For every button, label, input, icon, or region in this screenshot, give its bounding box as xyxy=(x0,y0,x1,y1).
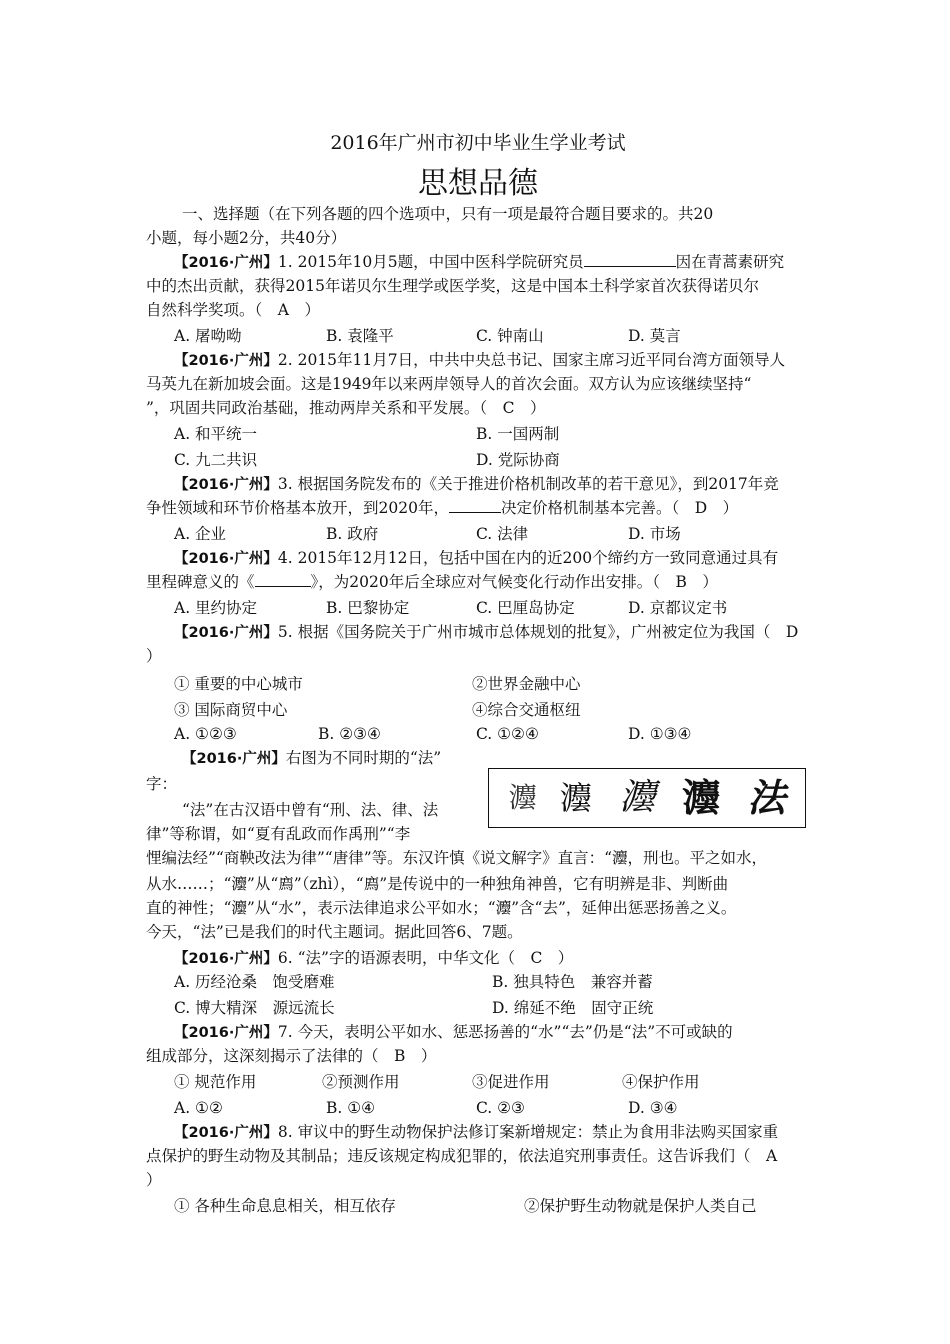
option: B. 政府 xyxy=(326,525,379,543)
option: D. ③④ xyxy=(628,1099,678,1117)
option: D. 莫言 xyxy=(628,327,681,345)
question-8-text: 点保护的野生动物及其制品；违反该规定构成犯罪的，依法追究刑事责任。这告诉我们（ A xyxy=(146,1147,778,1165)
section-heading-cont: 小题，每小题2分，共40分） xyxy=(146,229,347,247)
source-tag: 【2016·广州】 xyxy=(174,551,278,567)
question-8: 【2016·广州】8. 审议中的野生动物保护法修订案新增规定：禁止为食用非法购买国家重 xyxy=(174,1123,779,1141)
option: B. 独具特色 兼容并蓄 xyxy=(492,973,653,991)
statement-item: ④保护作用 xyxy=(622,1073,700,1091)
question-5-text: ） xyxy=(146,647,162,665)
source-tag: 【2016·广州】 xyxy=(182,751,286,767)
option: A. 和平统一 xyxy=(174,425,258,443)
section-heading: 一、选择题（在下列各题的四个选项中，只有一项是最符合题目要求的。共20 xyxy=(182,205,714,223)
option: A. 企业 xyxy=(174,525,227,543)
question-2-text: ”，巩固共同政治基础，推动两岸关系和平发展。（ C ） xyxy=(146,399,546,417)
statement-item: ②预测作用 xyxy=(322,1073,400,1091)
passage-text: 律”等称谓，如“夏有乱政而作禹刑”“李 xyxy=(146,825,411,843)
option: A. 屠呦呦 xyxy=(174,327,242,345)
question-4-text: 里程碑意义的《 》，为2020年后全球应对气候变化行动作出安排。（ B ） xyxy=(146,573,718,591)
answer-blank xyxy=(584,252,676,267)
statement-item: ① 各种生命息息相关，相互依存 xyxy=(174,1197,396,1215)
passage-text: 从水……；“灋”从“廌”（zhì），“廌”是传说中的一种独角神兽，它有明辨是非、判断曲 xyxy=(146,875,729,893)
question-2-text: 马英九在新加坡会面。这是1949年以来两岸领导人的首次会面。双方认为应该继续坚持“ xyxy=(146,375,752,393)
fa-glyph: 法 xyxy=(747,775,786,820)
option: B. 巴黎协定 xyxy=(326,599,410,617)
option: C. 巴厘岛协定 xyxy=(476,599,575,617)
option: A. 历经沧桑 饱受磨难 xyxy=(174,973,335,991)
question-8-text: ） xyxy=(146,1171,162,1189)
statement-item: ②世界金融中心 xyxy=(472,675,581,693)
source-tag: 【2016·广州】 xyxy=(174,625,278,641)
source-tag: 【2016·广州】 xyxy=(174,255,278,271)
question-7-text: 组成部分，这深刻揭示了法律的（ B ） xyxy=(146,1047,437,1065)
option: C. ②③ xyxy=(476,1099,525,1117)
fa-glyph: 灋 xyxy=(682,775,721,820)
source-tag: 【2016·广州】 xyxy=(174,353,278,369)
option: D. 京都议定书 xyxy=(628,599,728,617)
question-7: 【2016·广州】7. 今天，表明公平如水、惩恶扬善的“水”“去”仍是“法”不可或缺的 xyxy=(174,1023,733,1041)
fa-glyph: 灋 xyxy=(508,781,533,814)
statement-item: ④综合交通枢纽 xyxy=(472,701,581,719)
source-tag: 【2016·广州】 xyxy=(174,477,278,493)
question-3: 【2016·广州】3. 根据国务院发布的《关于推进价格机制改革的若干意见》，到2017年竞 xyxy=(174,475,779,493)
statement-item: ②保护野生动物就是保护人类自己 xyxy=(524,1197,757,1215)
passage-text: 直的神性；“灋”从“水”，表示法律追求公平如水；“灋”含“去”，延伸出惩恶扬善之义。 xyxy=(146,899,737,917)
question-3-text: 争性领域和环节价格基本放开，到2020年， 决定价格机制基本完善。（ D ） xyxy=(146,499,739,517)
passage-text: 今天，“法”已是我们的时代主题词。据此回答6、7题。 xyxy=(146,923,523,941)
source-tag: 【2016·广州】 xyxy=(174,1125,278,1141)
option: C. 法律 xyxy=(476,525,529,543)
option: D. 党际协商 xyxy=(476,451,560,469)
answer-blank xyxy=(449,498,501,513)
option: C. 博大精深 源远流长 xyxy=(174,999,335,1017)
option: D. ①③④ xyxy=(628,725,692,743)
statement-item: ① 规范作用 xyxy=(174,1073,257,1091)
option: B. ①④ xyxy=(326,1099,376,1117)
option: A. ①②③ xyxy=(174,725,237,743)
passage-text: “法”在古汉语中曾有“刑、法、律、法 xyxy=(182,801,439,819)
option: D. 绵延不绝 固守正统 xyxy=(492,999,654,1017)
passage-text: 悝编法经”“商鞅改法为律”“唐律”等。东汉许慎《说文解字》直言：“灋，刑也。平之如水， xyxy=(146,849,768,867)
option: B. 袁隆平 xyxy=(326,327,394,345)
option: C. ①②④ xyxy=(476,725,539,743)
passage-text: 字： xyxy=(146,775,178,793)
question-1-text: 自然科学奖项。（ A ） xyxy=(146,301,320,319)
question-6: 【2016·广州】6. “法”字的语源表明，中华文化（ C ） xyxy=(174,949,574,967)
question-1-text: 中的杰出贡献，获得2015年诺贝尔生理学或医学奖，这是中国本土科学家首次获得诺贝尔 xyxy=(146,277,759,295)
fa-glyph: 灋 xyxy=(559,779,592,817)
option: A. ①② xyxy=(174,1099,223,1117)
answer-blank xyxy=(255,572,311,587)
statement-item: ③ 国际商贸中心 xyxy=(174,701,288,719)
option: B. 一国两制 xyxy=(476,425,560,443)
question-1: 【2016·广州】1. 2015年10月5题，中国中医科学院研究员 因在青蒿素研究 xyxy=(174,253,785,271)
option: D. 市场 xyxy=(628,525,681,543)
source-tag: 【2016·广州】 xyxy=(174,951,278,967)
statement-item: ① 重要的中心城市 xyxy=(174,675,303,693)
question-4: 【2016·广州】4. 2015年12月12日，包括中国在内的近200个缔约方一致同意通过具有 xyxy=(174,549,779,567)
passage-intro: 【2016·广州】右图为不同时期的“法” xyxy=(182,749,442,767)
option: C. 九二共识 xyxy=(174,451,258,469)
question-5: 【2016·广州】5. 根据《国务院关于广州市城市总体规划的批复》，广州被定位为我国（ D xyxy=(174,623,799,641)
statement-item: ③促进作用 xyxy=(472,1073,550,1091)
option: B. ②③④ xyxy=(318,725,381,743)
fa-glyph: 灋 xyxy=(618,777,655,818)
option: C. 钟南山 xyxy=(476,327,544,345)
question-2: 【2016·广州】2. 2015年11月7日，中共中央总书记、国家主席习近平同台湾方面领导人 xyxy=(174,351,786,369)
fa-character-evolution-image xyxy=(488,768,806,828)
option: A. 里约协定 xyxy=(174,599,258,617)
exam-title: 2016年广州市初中毕业生学业考试 xyxy=(330,132,626,154)
subject-title: 思想品德 xyxy=(418,166,538,201)
source-tag: 【2016·广州】 xyxy=(174,1025,278,1041)
